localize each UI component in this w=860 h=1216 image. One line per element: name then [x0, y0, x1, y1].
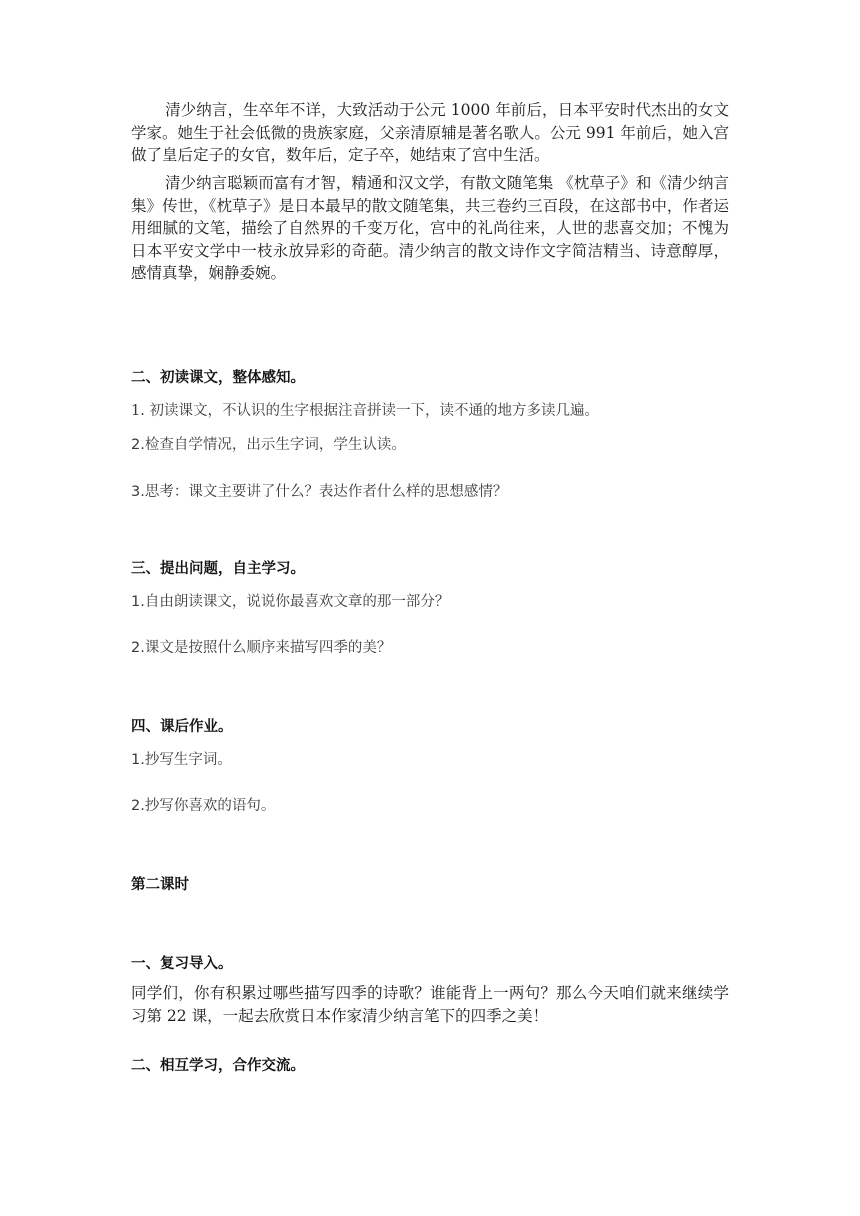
review-paragraph: 同学们，你有积累过哪些描写四季的诗歌？谁能背上一两句？那么今天咱们就来继续学习第 22 课，一起去欣赏日本作家清少纳言笔下的四季之美！ [131, 984, 729, 1025]
section-2-item-1: 1. 初读课文，不认识的生字根据注音拼读一下，读不通的地方多读几遍。 [131, 403, 599, 419]
section-4-item-1: 1.抄写生字词。 [131, 752, 232, 768]
intro-paragraph-2-text: 清少纳言聪颖而富有才智，精通和汉文学，有散文随笔集 《枕草子》和《清少纳言集》传世，《枕草子》是日本最早的散文随笔集，共三卷约三百段，在这部书中，作者运用细腻的文笔，描绘了自然界的千变万化，宫中的礼尚往来，人世的悲喜交加；不愧为日本平安文学中一枝永放异彩的奇葩。清少纳言的散文诗作文字简洁精当、诗意醇厚，感情真挚，娴静委婉。 [131, 174, 729, 283]
review-heading: 一、复习导入。 [131, 956, 233, 972]
section-3-heading: 三、提出问题，自主学习。 [131, 561, 305, 577]
section-2-item-2: 2.检查自学情况，出示生字词，学生认读。 [131, 437, 406, 453]
intro-paragraph-1-text: 清少纳言，生卒年不详，大致活动于公元 1000 年前后，日本平安时代杰出的女文学家。她生于社会低微的贵族家庭，父亲清原辅是著名歌人。公元 991 年前后，她入宫做了皇后定子的女官，数年后，定子卒，她结束了宫中生活。 [131, 101, 729, 165]
section-2-item-3: 3.思考：课文主要讲了什么？表达作者什么样的思想感情？ [131, 484, 508, 500]
section-4-item-2: 2.抄写你喜欢的语句。 [131, 798, 276, 814]
intro-paragraph-2 [131, 172, 729, 285]
section-4-heading: 四、课后作业。 [131, 719, 233, 735]
section-3-item-2: 2.课文是按照什么顺序来描写四季的美？ [131, 640, 392, 656]
section-2-heading: 二、初读课文，整体感知。 [131, 370, 305, 386]
section-3-item-1: 1.自由朗读课文，说说你最喜欢文章的那一部分？ [131, 594, 450, 610]
lesson-2-title: 第二课时 [131, 877, 189, 893]
intro-paragraph-1 [131, 99, 729, 167]
cooperate-heading: 二、相互学习，合作交流。 [131, 1058, 305, 1074]
